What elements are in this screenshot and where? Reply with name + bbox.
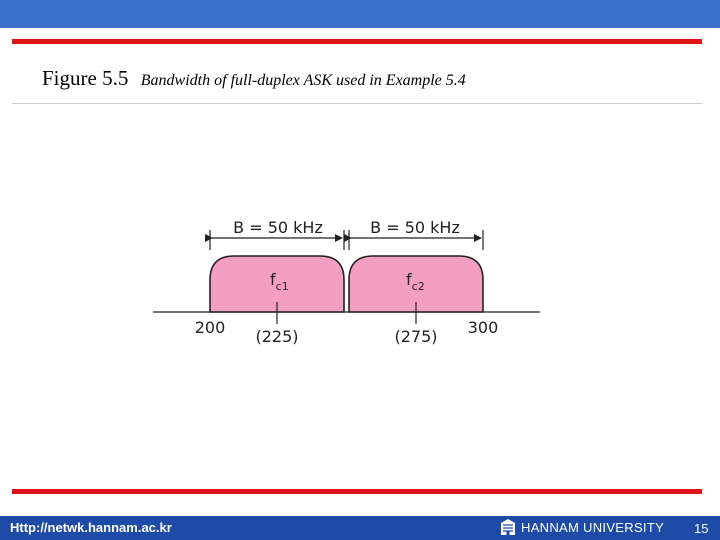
title-underline (12, 103, 702, 104)
footer-url[interactable]: Http://netwk.hannam.ac.kr (10, 520, 172, 535)
carrier-subscript-1: c1 (275, 280, 289, 293)
carrier-symbol-2: f (406, 270, 412, 289)
bandwidth-diagram (150, 212, 550, 352)
slide-title (42, 66, 466, 91)
edge-label-300: 300 (467, 318, 499, 337)
carrier-value-2: (275) (394, 327, 438, 346)
top-red-rule (12, 39, 702, 44)
figure-caption: Bandwidth of full-duplex ASK used in Example 5.4 (140, 72, 466, 89)
bandwidth-label-1: B = 50 kHz (233, 218, 323, 237)
page-number: 15 (694, 521, 709, 536)
university-logo-icon (500, 518, 516, 536)
bottom-red-rule (12, 489, 702, 494)
bandwidth-label-2: B = 50 kHz (370, 218, 460, 237)
footer-university: HANNAM UNIVERSITY (521, 520, 665, 535)
carrier-symbol-1: f (270, 270, 276, 289)
top-band (0, 0, 720, 28)
carrier-subscript-2: c2 (411, 280, 425, 293)
figure-label: Figure 5.5 (42, 66, 129, 90)
carrier-value-1: (225) (255, 327, 299, 346)
edge-label-200: 200 (194, 318, 226, 337)
